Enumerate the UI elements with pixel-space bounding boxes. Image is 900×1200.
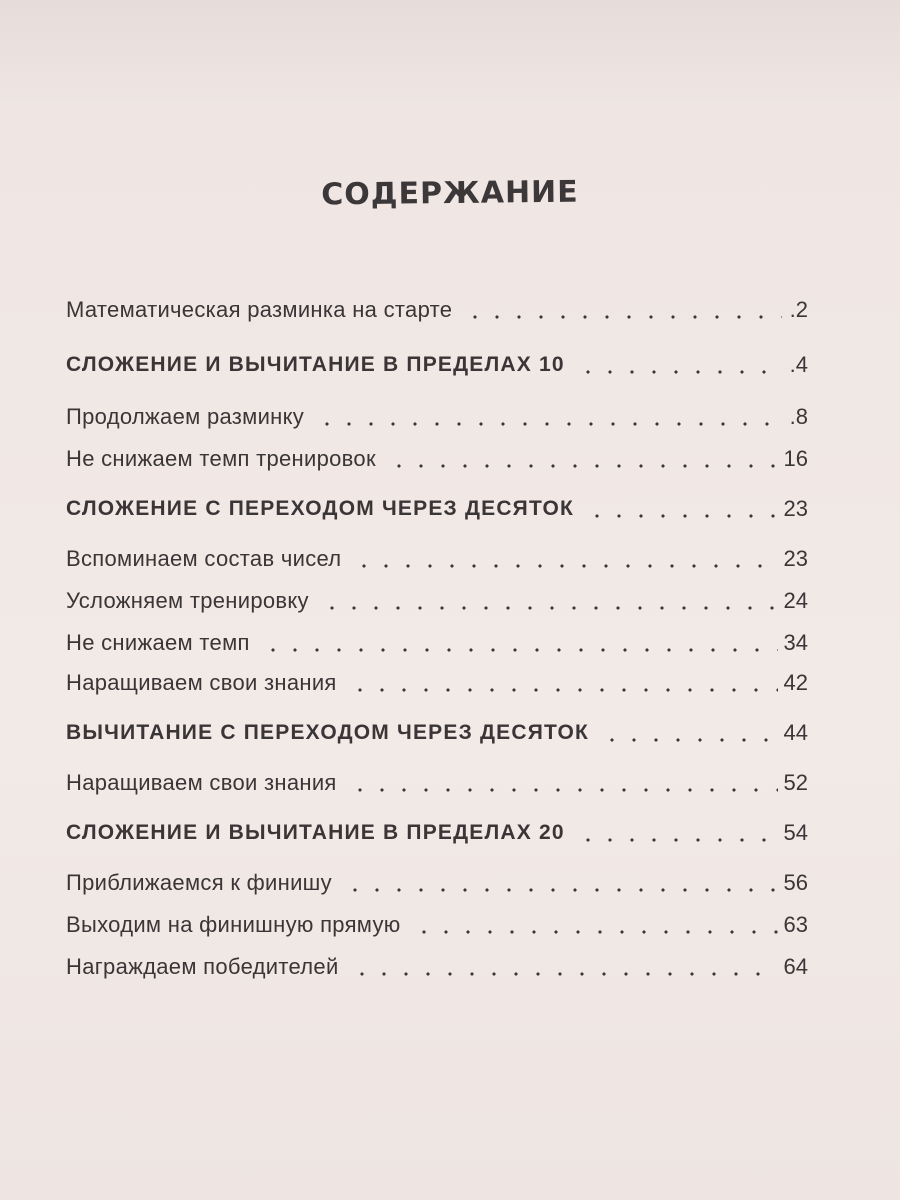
toc-leader-dots <box>351 972 778 976</box>
toc-page-number: 56 <box>783 870 808 895</box>
toc-page-number: 42 <box>783 670 808 695</box>
toc-page-number: .4 <box>789 352 808 377</box>
toc-leader-dots <box>577 838 778 842</box>
toc-entry[interactable] <box>66 390 808 430</box>
toc-entry-label: Выходим на финишную прямую <box>66 912 401 937</box>
toc-entry-label: СЛОЖЕНИЕ И ВЫЧИТАНИЕ В ПРЕДЕЛАХ 20 <box>66 821 565 844</box>
toc-page-number: .8 <box>789 404 808 429</box>
toc-entry-label: Наращиваем свои знания <box>66 770 337 795</box>
toc-entry[interactable] <box>66 856 808 896</box>
toc-page-number: 24 <box>783 588 808 613</box>
toc-page-number: 16 <box>783 446 808 471</box>
toc-leader-dots <box>349 688 778 692</box>
toc-page-number: 23 <box>783 546 808 571</box>
toc-entry-label: Не снижаем темп тренировок <box>66 446 376 471</box>
toc-leader-dots <box>577 370 782 374</box>
toc-entry-label: Приближаемся к финишу <box>66 870 332 895</box>
toc-page-number: 52 <box>783 770 808 795</box>
toc-entry-label: Продолжаем разминку <box>66 404 305 429</box>
toc-leader-dots <box>321 606 778 610</box>
toc-entry[interactable] <box>66 940 808 980</box>
toc-leader-dots <box>349 788 778 792</box>
toc-leader-dots <box>262 648 778 652</box>
toc-entry-label: ВЫЧИТАНИЕ С ПЕРЕХОДОМ ЧЕРЕЗ ДЕСЯТОК <box>66 721 590 744</box>
toc-leader-dots <box>464 315 782 319</box>
toc-section-heading[interactable] <box>66 338 808 378</box>
toc-page-number: 54 <box>783 820 808 845</box>
toc-entry[interactable] <box>66 656 808 696</box>
toc-entry[interactable] <box>66 432 808 472</box>
toc-leader-dots <box>316 422 782 426</box>
toc-entry-label: Наращиваем свои знания <box>66 670 337 695</box>
toc-entry-label: СЛОЖЕНИЕ И ВЫЧИТАНИЕ В ПРЕДЕЛАХ 10 <box>66 353 565 376</box>
toc-entry[interactable] <box>66 283 808 323</box>
toc-page-number: 34 <box>783 630 808 655</box>
toc-entry-label: Вспоминаем состав чисел <box>66 546 342 571</box>
toc-leader-dots <box>586 514 777 518</box>
toc-page-number: 63 <box>783 912 808 937</box>
toc-leader-dots <box>413 930 778 934</box>
toc-entry-label: Математическая разминка на старте <box>66 297 453 322</box>
toc-entry[interactable] <box>66 574 808 614</box>
toc-leader-dots <box>353 564 777 568</box>
toc-page-number: 64 <box>783 954 808 979</box>
toc-section-heading[interactable] <box>66 806 808 846</box>
toc-leader-dots <box>388 464 778 468</box>
toc-page-number: 44 <box>783 720 808 745</box>
page-title: СОДЕРЖАНИЕ <box>321 174 579 213</box>
toc-leader-dots <box>344 888 778 892</box>
toc-entry[interactable] <box>66 616 808 656</box>
toc-page-number: 23 <box>783 496 808 521</box>
toc-entry-label: СЛОЖЕНИЕ С ПЕРЕХОДОМ ЧЕРЕЗ ДЕСЯТОК <box>66 497 575 520</box>
toc-section-heading[interactable] <box>66 706 808 746</box>
toc-entry-label: Награждаем победителей <box>66 954 339 979</box>
toc-entry[interactable] <box>66 898 808 938</box>
toc-entry[interactable] <box>66 532 808 572</box>
toc-entry-label: Не снижаем темп <box>66 630 250 655</box>
toc-entry-label: Усложняем тренировку <box>66 588 309 613</box>
toc-entry[interactable] <box>66 756 808 796</box>
toc-section-heading[interactable] <box>66 482 808 522</box>
toc-page-number: .2 <box>789 297 808 322</box>
toc-leader-dots <box>601 738 777 742</box>
